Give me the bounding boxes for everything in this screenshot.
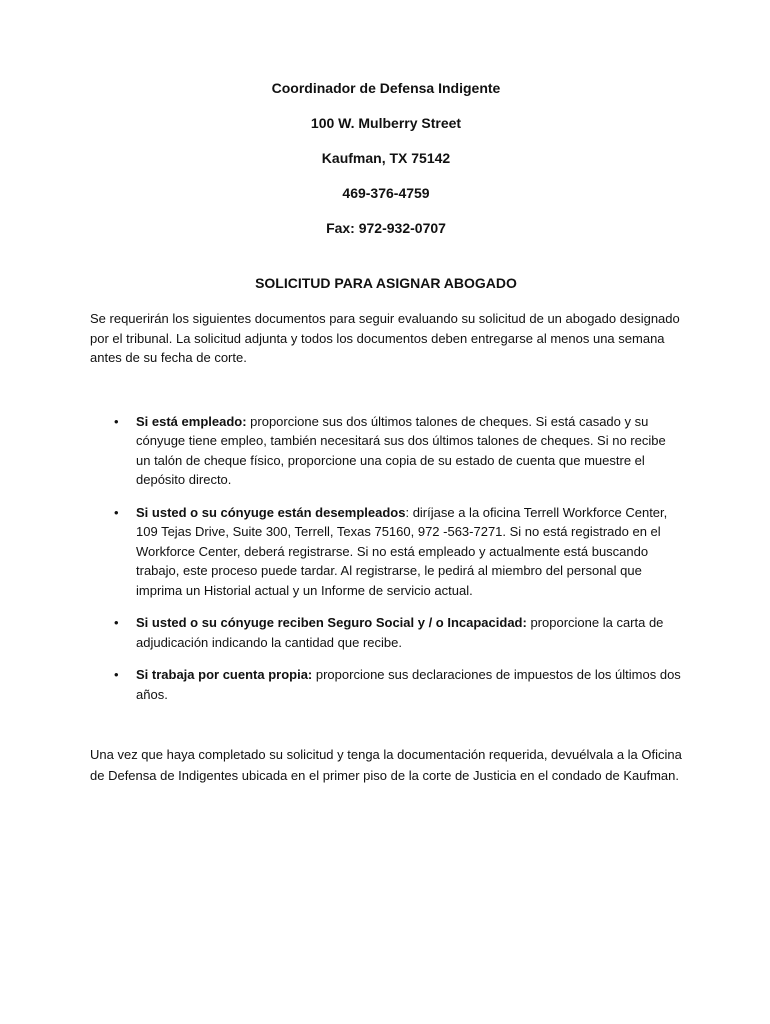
requirement-text: proporcione sus declaraciones de impuestos de los últimos dos años.: [136, 667, 681, 702]
list-item: [114, 503, 682, 601]
bullet-icon: •: [114, 504, 119, 520]
list-item: [114, 665, 682, 704]
requirement-text: : diríjase a la oficina Terrell Workforce Center, 109 Tejas Drive, Suite 300, Terrell, Texas 75160, 972 -563-7271. Si no está registrado en el Workforce Center, deberá registrarse. Si no está empleado y actualmente está buscando trabajo, este proceso puede tardar. Al registrarse, le pedirá al miembro del personal que imprima un Historial actual y un Informe de servicio actual.: [136, 504, 668, 598]
bullet-icon: •: [114, 615, 119, 630]
list-item: [114, 412, 682, 490]
requirement-text: proporcione la carta de adjudicación indicando la cantidad que recibe.: [136, 615, 664, 650]
requirement-label: Si usted o su cónyuge reciben Seguro Social y / o Incapacidad:: [136, 615, 527, 630]
requirement-label: Si está empleado:: [136, 413, 247, 429]
requirements-list: [90, 412, 682, 705]
requirement-text: proporcione sus dos últimos talones de cheques. Si está casado y su cónyuge tiene empleo, también necesitará sus dos últimos talones de cheques. Si no recibe un talón de cheque físico, proporcione una copia de su estado de cuenta que muestre el depósito directo.: [136, 413, 666, 487]
bullet-icon: •: [114, 667, 119, 682]
requirement-label: Si trabaja por cuenta propia:: [136, 667, 313, 682]
list-item: [114, 613, 682, 652]
office-header: [90, 0, 682, 253]
office-city: Kaufman, TX 75142: [321, 150, 451, 166]
office-phone: 469-376-4759: [342, 185, 430, 201]
office-fax: Fax: 972-932-0707: [326, 220, 446, 236]
closing-paragraph: Una vez que haya completado su solicitud y tenga la documentación requerida, devuélvala a la Oficina de Defensa de Indigentes ubicada en el primer piso de la corte de Justicia en el condado de Kaufman.: [90, 747, 682, 783]
bullet-icon: •: [114, 413, 119, 429]
office-street: 100 W. Mulberry Street: [310, 115, 462, 131]
intro-paragraph: Se requerirán los siguientes documentos para seguir evaluando su solicitud de un abogado designado por el tribunal. La solicitud adjunta y todos los documentos deben entregarse al menos una semana antes de su fecha de corte.: [90, 311, 680, 365]
office-name: Coordinador de Defensa Indigente: [271, 80, 501, 96]
document-title: SOLICITUD PARA ASIGNAR ABOGADO: [255, 275, 517, 291]
requirement-label: Si usted o su cónyuge están desempleados: [136, 504, 406, 520]
